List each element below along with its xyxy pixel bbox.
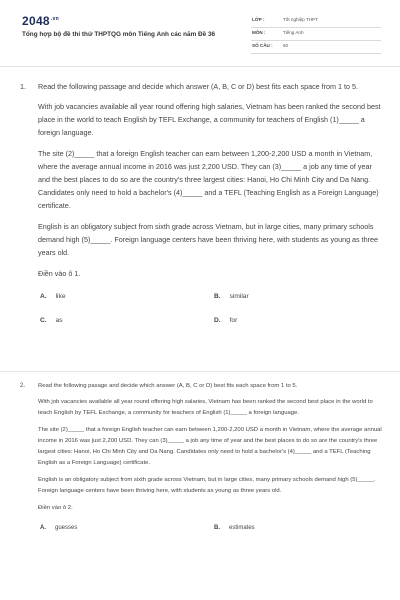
- logo-text: 2048: [22, 14, 50, 28]
- option-a[interactable]: [40, 290, 66, 303]
- question-sub-prompt: Điền vào ô 2.: [38, 505, 73, 511]
- option-letter: C.: [40, 317, 47, 324]
- option-text: similar: [229, 293, 249, 300]
- passage-paragraph: With job vacancies available all year round offering high salaries, Vietnam has been ranked the second best place in the world to teach English by TEFL Exchange, a community for teachers of English (1)_____ a foreign language.: [38, 102, 381, 137]
- question-separator: [0, 371, 400, 372]
- meta-value: Tiếng Anh: [283, 30, 304, 35]
- meta-value: Tốt nghiệp THPT: [283, 17, 318, 22]
- option-letter: A.: [40, 293, 47, 300]
- document-title: Tổng hợp bộ đề thi thử THPTQG môn Tiếng Anh các năm Đề 36: [22, 31, 216, 38]
- option-text: like: [55, 293, 66, 300]
- meta-row-subject: [251, 28, 381, 41]
- passage-paragraph: English is an obligatory subject from sixth grade across Vietnam, but in large cities, many primary schools demand high (5)_____. Foreign language centers have been thriving here, with students as young as three years old.: [38, 477, 376, 494]
- meta-label: LỚP :: [252, 17, 265, 22]
- question-block-2: [20, 381, 382, 537]
- passage-paragraph: The site (2)_____ that a foreign English teacher can earn between 1,200-2,200 USD a month in Vietnam, where the average annual income in 2016 was just 2,200 USD. They can (3)_____ a job any time of year and the best places to do so are the country's three largest cities: Hanoi, Ho Chi Minh City and Da Nang. Candidates only need to hold a bachelor's (4)_____ and a TEFL (Teaching English as a Foreign Language) certificate.: [38, 149, 379, 210]
- meta-row-class: [251, 15, 381, 28]
- meta-row-question-count: [251, 41, 381, 54]
- exam-meta-table: [251, 15, 381, 54]
- option-b[interactable]: [214, 290, 249, 303]
- meta-value: 50: [283, 43, 289, 48]
- option-text: for: [229, 317, 238, 324]
- question-prompt: Read the following passage and decide which answer (A, B, C or D) best fits each space from 1 to 5.: [38, 82, 359, 91]
- option-letter: A.: [40, 525, 46, 531]
- option-d[interactable]: [214, 314, 237, 327]
- meta-label: MÔN :: [252, 30, 266, 35]
- question-sub-prompt: Điền vào ô 1.: [38, 269, 81, 278]
- option-b[interactable]: [214, 523, 255, 534]
- question-prompt: Read the following pasage and decide which answer (A, B, C or D) best fits each space from 1 to 5.: [38, 383, 298, 389]
- option-letter: B.: [214, 293, 221, 300]
- question-number: 2.: [20, 383, 26, 389]
- meta-label: SỐ CÂU :: [252, 43, 273, 48]
- header-divider: [0, 66, 400, 67]
- question-body: [38, 80, 382, 334]
- option-letter: B.: [214, 525, 220, 531]
- option-text: guesses: [55, 525, 78, 531]
- answer-options: [38, 290, 382, 334]
- passage-paragraph: With job vacancies available all year round offering high salaries, Vietnam has been ranked the second best place in the world to teach English by TEFL Exchange, a community for teachers of English (1)_____ a foreign language.: [38, 399, 373, 416]
- passage-paragraph: English is an obligatory subject from sixth grade across Vietnam, but in large cities, many primary schools demand high (5)_____. Foreign language centers have been thriving here, with students as young as three years old.: [38, 222, 379, 257]
- question-block-1: [20, 80, 382, 334]
- option-c[interactable]: [40, 314, 63, 327]
- question-body: [38, 381, 382, 537]
- option-text: estimates: [229, 525, 255, 531]
- answer-options: [38, 523, 382, 537]
- option-a[interactable]: [40, 523, 77, 534]
- passage-paragraph: The site (2)_____ that a foreign English teacher can earn between 1,200-2,200 USD a month in Vietnam, where the average annual income in 2016 was just 2,200 USD. They can (3)_____ a job any time of year and the best places to do so are the country's three largest cities: Hanoi, Ho Chi Minh City and Da Nang. Candidates only need to hold a bachelor's (4)_____ and a TEFL (Teaching English as a Foreign Language) certificate.: [38, 427, 382, 466]
- logo-suffix: .vn: [50, 16, 60, 22]
- page-header: [0, 0, 400, 64]
- brand-logo[interactable]: [22, 14, 59, 28]
- option-text: as: [55, 317, 63, 324]
- option-letter: D.: [214, 317, 221, 324]
- question-number: 1.: [20, 82, 26, 91]
